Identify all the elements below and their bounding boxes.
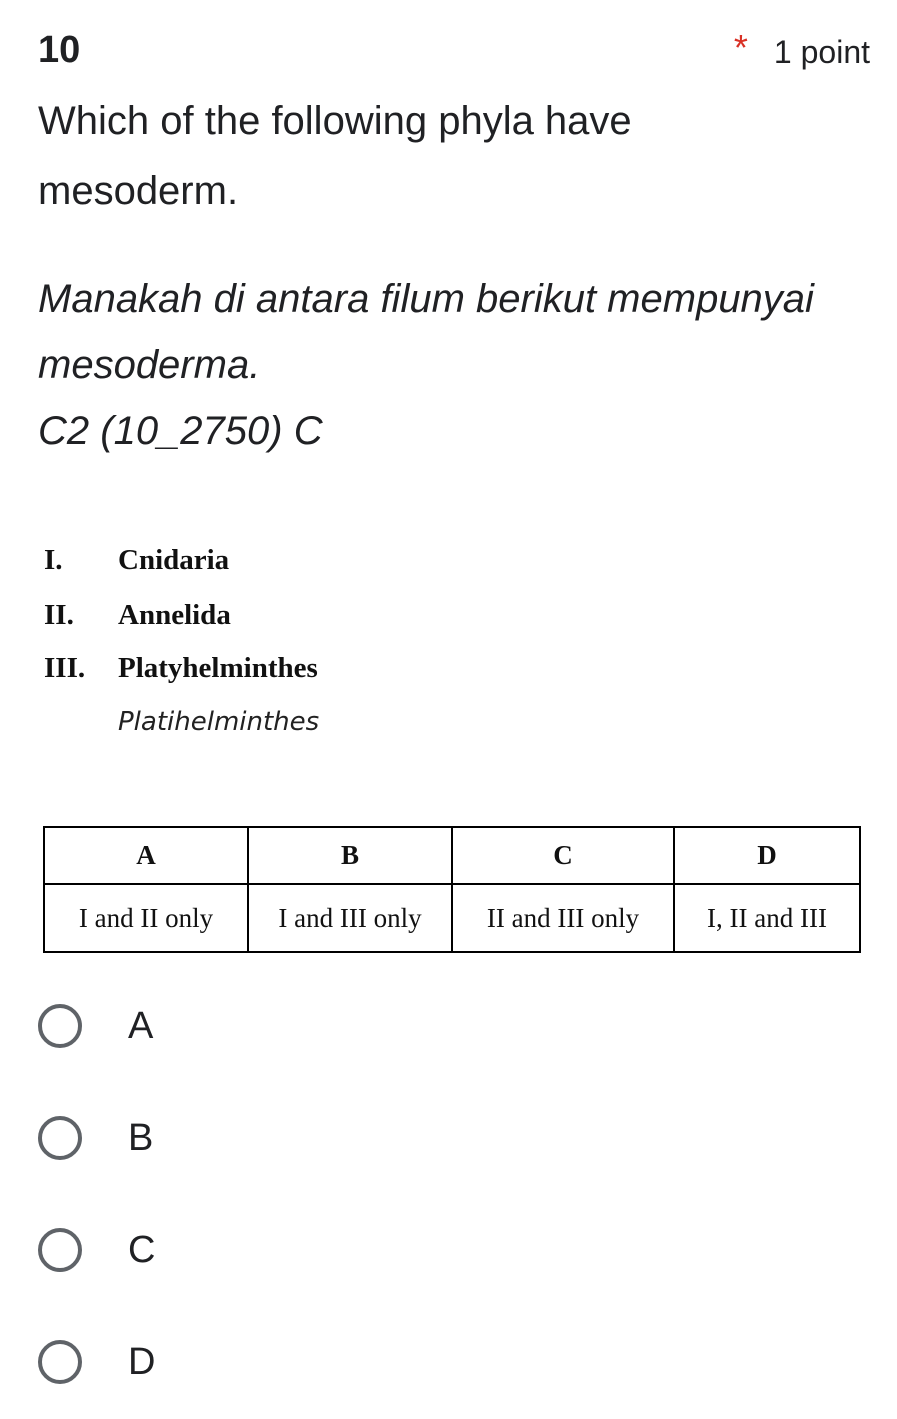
table-cell: I, II and III [674, 884, 860, 952]
question-title-english: Which of the following phyla have mesoderm. [38, 99, 632, 213]
option-label: A [128, 1005, 154, 1047]
option-label: D [128, 1341, 156, 1383]
phyla-numeral: II. [44, 599, 74, 631]
option-label: C [128, 1229, 156, 1271]
option-a[interactable] [38, 986, 438, 1066]
answer-key-table [43, 826, 861, 953]
phyla-item [44, 595, 231, 635]
option-label: B [128, 1117, 154, 1159]
points-label: 1 point [773, 34, 870, 70]
option-d[interactable] [38, 1322, 438, 1402]
points-indicator [733, 27, 870, 72]
phyla-numeral: I. [44, 544, 63, 576]
question-title-malay: Manakah di antara filum berikut mempunyai mesoderma. [38, 277, 814, 387]
radio-circle-icon[interactable] [38, 1116, 82, 1160]
table-header-cell: B [248, 827, 452, 884]
option-b[interactable] [38, 1098, 438, 1178]
table-header-cell: D [674, 827, 860, 884]
phyla-name: Platyhelminthes [118, 652, 318, 684]
phyla-name: Cnidaria [118, 544, 230, 576]
phyla-numeral: III. [44, 652, 86, 684]
option-c[interactable] [38, 1210, 438, 1290]
table-header-row [44, 827, 860, 884]
table-cell: I and III only [248, 884, 452, 952]
question-code: C2 (10_2750) C [38, 409, 323, 453]
question-header [38, 26, 870, 76]
table-header-cell: A [44, 827, 248, 884]
radio-circle-icon[interactable] [38, 1004, 82, 1048]
table-row [44, 884, 860, 952]
table-header-cell: C [452, 827, 674, 884]
required-asterisk-icon: * [733, 27, 748, 68]
radio-circle-icon[interactable] [38, 1340, 82, 1384]
phyla-item [44, 648, 318, 688]
table-cell: I and II only [44, 884, 248, 952]
question-number: 10 [38, 29, 81, 71]
table-cell: II and III only [452, 884, 674, 952]
phyla-note: Platihelminthes [118, 707, 320, 737]
phyla-item [44, 540, 229, 580]
phyla-name: Annelida [118, 599, 231, 631]
radio-circle-icon[interactable] [38, 1228, 82, 1272]
